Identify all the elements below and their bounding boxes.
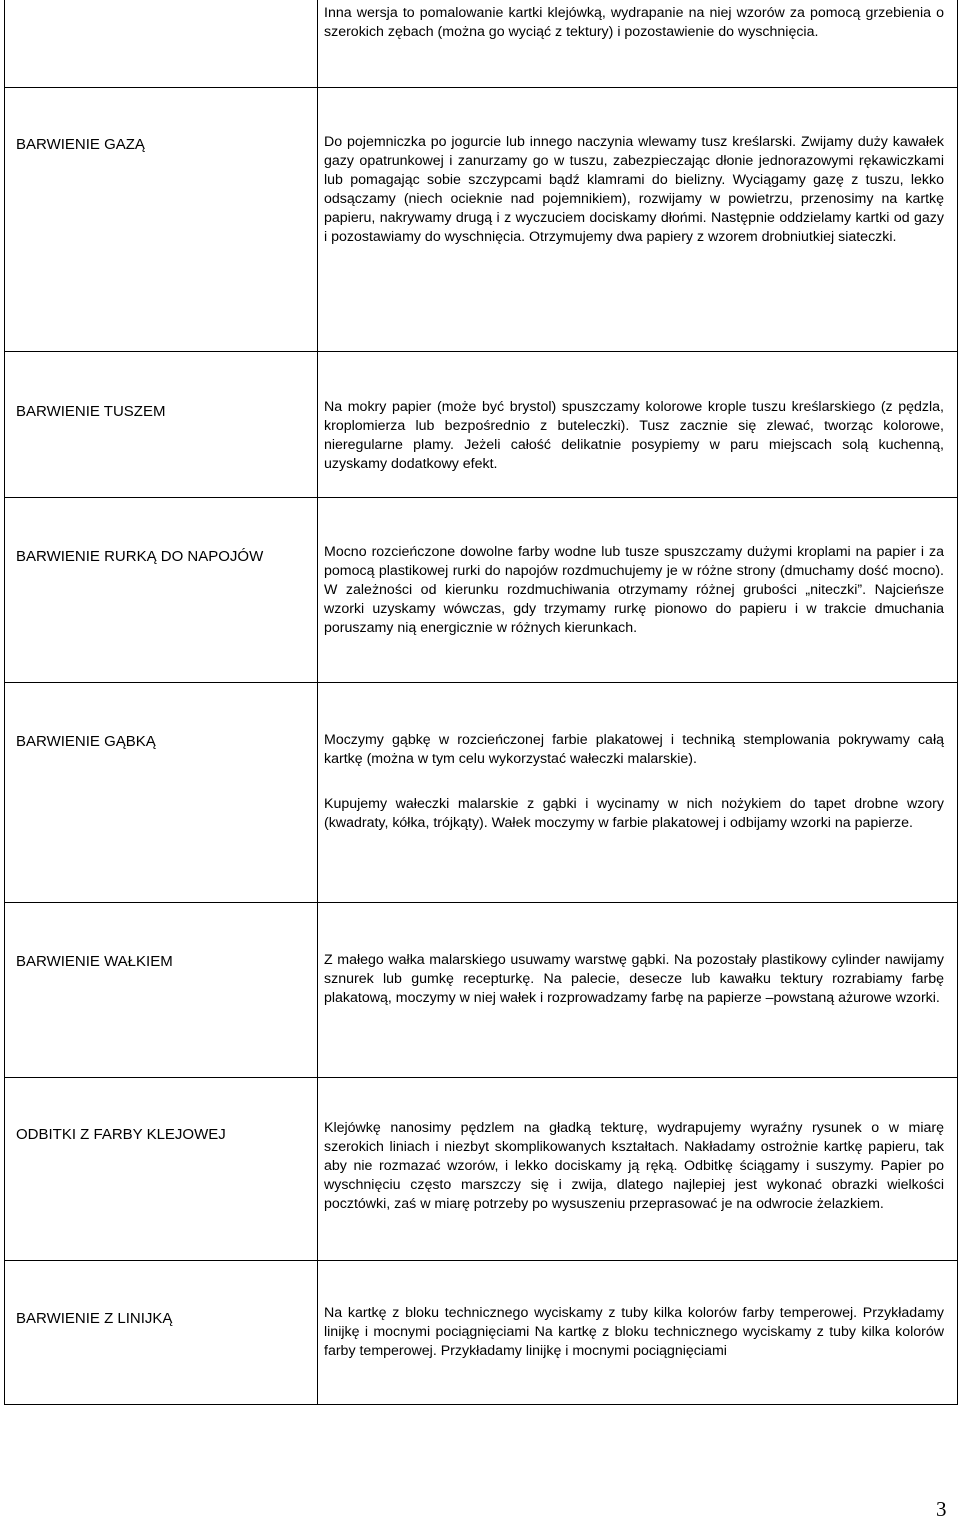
description-paragraph: Klejówkę nanosimy pędzlem na gładką tekturę, wydrapujemy wyraźny rysunek o w miarę szerokich liniach i niezbyt skomplikowanych kształtach. Nakładamy ostrożnie kartkę papieru, tak aby nie rozmazać wzorów, i lekko dociskamy ją ręką. Odbitkę ściągamy i suszymy. Papier po wyschnięciu często marszczy się i zwija, dlatego najlepiej jest wykonać obrazki wielkości pocztówki, zaś w miarę potrzeby po wysuszeniu przeprasować je na odwrocie żelazkiem. — [324, 1120, 944, 1213]
row-title: BARWIENIE GĄBKĄ — [16, 733, 156, 750]
row-description — [324, 731, 944, 833]
row-description — [324, 398, 944, 474]
techniques-table — [4, 0, 958, 1405]
description-paragraph: Moczymy gąbkę w rozcieńczonej farbie plakatowej i techniką stemplowania pokrywamy całą kartkę (można w tym celu wykorzystać wałeczki malarskie). — [324, 732, 944, 768]
row-description — [324, 133, 944, 248]
page-number: 3 — [936, 1497, 947, 1521]
description-paragraph: Inna wersja to pomalowanie kartki klejówką, wydrapanie na niej wzorów za pomocą grzebienia o szerokich zębach (można go wyciąć z tektury) i pozostawienie do wyschnięcia. — [324, 5, 944, 41]
table-row-gabka — [5, 682, 957, 903]
row-title: BARWIENIE RURKĄ DO NAPOJÓW — [16, 548, 264, 565]
table-row-klejowka — [5, 0, 957, 87]
table-row-odbitki — [5, 1077, 957, 1261]
table-row-walek — [5, 902, 957, 1078]
description-paragraph: Na mokry papier (może być brystol) spuszczamy kolorowe krople tuszu kreślarskiego (z pędzla, kroplomierza lub bezpośrednio z buteleczki). Tusz zacznie się zlewać, tworząc kolorowe, nieregularne plamy. Jeżeli całość delikatnie posypiemy w paru miejscach solą kuchenną, uzyskamy dodatkowy efekt. — [324, 399, 944, 473]
description-paragraph: Kupujemy wałeczki malarskie z gąbki i wycinamy w nich nożykiem do tapet drobne wzory (kwadraty, kółka, trójkąty). Wałek moczymy w farbie plakatowej i odbijamy wzorki na papierze. — [324, 796, 944, 832]
row-description — [324, 1304, 944, 1361]
description-paragraph: Do pojemniczka po jogurcie lub innego naczynia wlewamy tusz kreślarski. Zwijamy duży kawałek gazy opatrunkowej i zanurzamy go w tuszu, zabezpieczając dłonie jednorazowymi rękawiczkami lub pomagając sobie szczypcami bądź klamrami do bielizny. Wyciągamy gazę z tuszu, lekko odsączamy (niech ocieknie nad pojemnikiem), rozwijamy w powietrzu, przenosimy na kartkę papieru, nakrywamy drugą i z wyczuciem dociskamy dłońmi. Następnie oddzielamy kartki od gazy i pozostawiamy do wyschnięcia. Otrzymujemy dwa papiery z wzorem drobniutkiej siateczki. — [324, 134, 944, 246]
row-title: BARWIENIE TUSZEM — [16, 403, 166, 420]
row-description — [324, 4, 944, 42]
table-row-rurka — [5, 497, 957, 683]
row-description — [324, 1119, 944, 1214]
table-row-linijka — [5, 1260, 957, 1406]
row-title: BARWIENIE WAŁKIEM — [16, 953, 173, 970]
table-row-gaza — [5, 87, 957, 352]
row-title: BARWIENIE Z LINIJKĄ — [16, 1310, 173, 1327]
description-paragraph: Na kartkę z bloku technicznego wyciskamy z tuby kilka kolorów farby temperowej. Przykładamy linijkę i mocnymi pociągnięciami Na kartkę z bloku technicznego wyciskamy z tuby kilka kolorów farby temperowej. Przykładamy linijkę i mocnymi pociągnięciami — [324, 1305, 944, 1360]
row-title: ODBITKI Z FARBY KLEJOWEJ — [16, 1126, 226, 1143]
description-paragraph: Mocno rozcieńczone dowolne farby wodne lub tusze spuszczamy dużymi kroplami na papier i za pomocą plastikowej rurki do napojów rozdmuchujemy je w różne strony (dmuchamy dość mocno). W zależności od kierunku rozdmuchiwania otrzymamy różnej grubości „niteczki”. Najcieńsze wzorki uzyskamy wówczas, gdy trzymamy rurkę pionowo do papieru i w trakcie dmuchania poruszamy nią energicznie w różnych kierunkach. — [324, 544, 944, 637]
row-description — [324, 543, 944, 638]
description-paragraph: Z małego wałka malarskiego usuwamy warstwę gąbki. Na pozostały plastikowy cylinder nawijamy sznurek lub gumkę recepturkę. Na palecie, desecze lub kawałku tektury rozrabiamy farbę plakatową, moczymy w niej wałek i rozprowadzamy farbę na papierze –powstaną ażurowe wzorki. — [324, 952, 944, 1007]
table-row-tusz — [5, 351, 957, 498]
row-title: BARWIENIE GAZĄ — [16, 136, 145, 153]
row-description — [324, 951, 944, 1008]
